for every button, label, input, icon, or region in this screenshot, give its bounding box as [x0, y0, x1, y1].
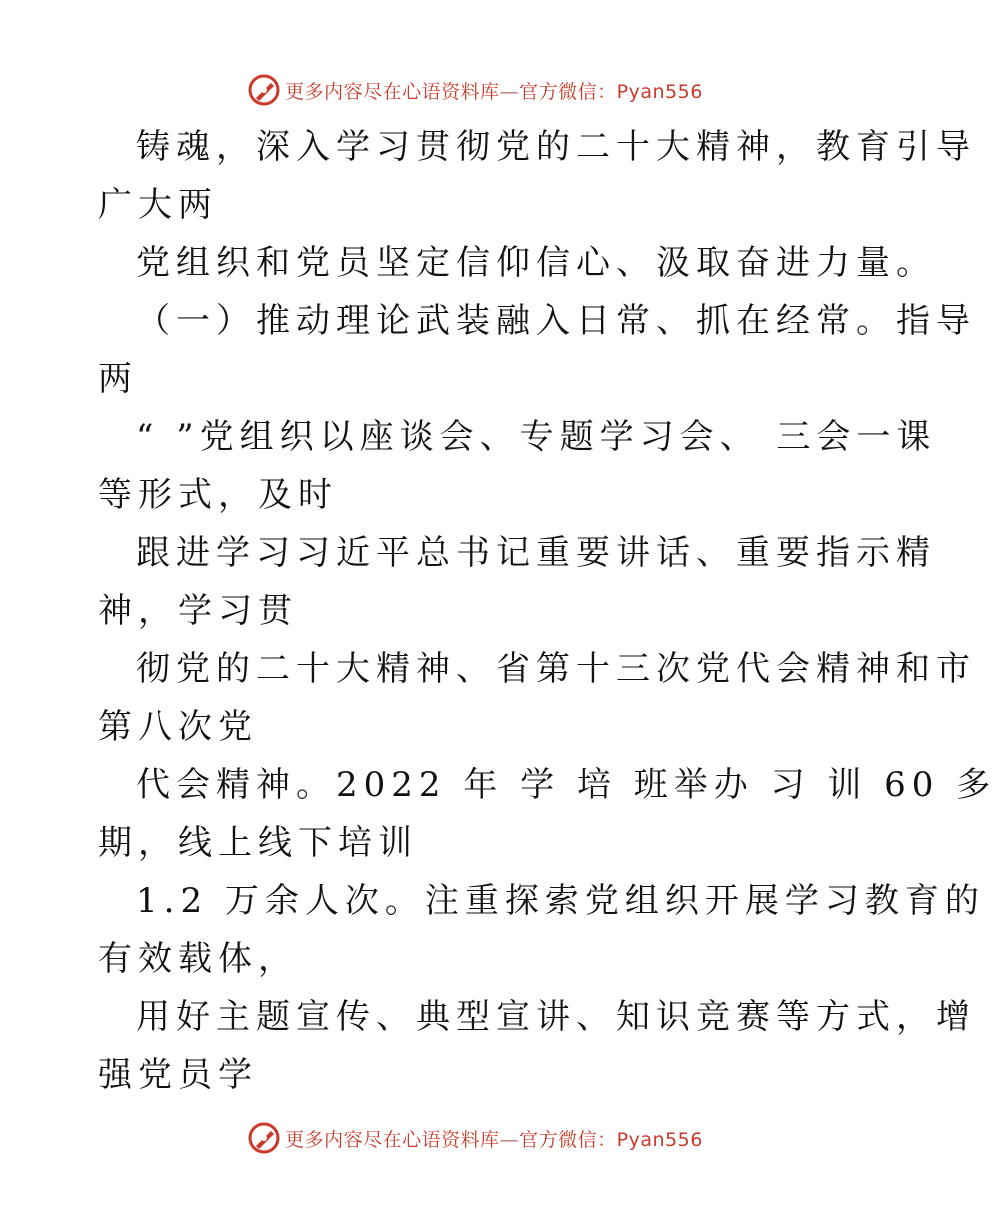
- paragraph-line: 广大两: [98, 185, 218, 225]
- watermark-text: 更多内容尽在心语资料库—官方微信：Pyan556: [285, 80, 703, 103]
- pen-circle-logo-icon: [247, 73, 281, 107]
- paragraph-line: “ ”党组织以座谈会、专题学习会、 三会一课: [136, 417, 937, 457]
- paragraph-line: 两: [98, 359, 138, 399]
- paragraph-line: 代会精神。2022 年 学 培 班举办 习 训 60 多: [136, 765, 996, 805]
- paragraph-line: 用好主题宣传、典型宣讲、知识竞赛等方式，增: [136, 997, 976, 1037]
- paragraph-line: 党组织和党员坚定信仰信心、汲取奋进力量。: [136, 243, 936, 283]
- paragraph-line: 第八次党: [98, 707, 258, 747]
- paragraph-line: 神，学习贯: [98, 591, 298, 631]
- paragraph-line: 跟进学习习近平总书记重要讲话、重要指示精: [136, 533, 936, 573]
- paragraph-line: 1.2 万余人次。注重探索党组织开展学习教育的: [136, 881, 985, 921]
- watermark-banner-bottom: [0, 1118, 950, 1158]
- paragraph-line: 等形式，及时: [98, 475, 338, 515]
- paragraph-line: 有效载体，: [98, 939, 298, 979]
- pen-circle-logo-icon: [247, 1121, 281, 1155]
- paragraph-line: 彻党的二十大精神、省第十三次党代会精神和市: [136, 649, 976, 689]
- paragraph-line: 铸魂，深入学习贯彻党的二十大精神，教育引导: [136, 127, 976, 167]
- watermark-text: 更多内容尽在心语资料库—官方微信：Pyan556: [285, 1128, 703, 1151]
- paragraph-line: 期，线上线下培训: [98, 823, 418, 863]
- watermark-banner-top: [0, 70, 950, 110]
- document-body: [98, 118, 996, 1104]
- paragraph-line: （一）推动理论武装融入日常、抓在经常。指导: [136, 301, 976, 341]
- paragraph-line: 强党员学: [98, 1055, 258, 1095]
